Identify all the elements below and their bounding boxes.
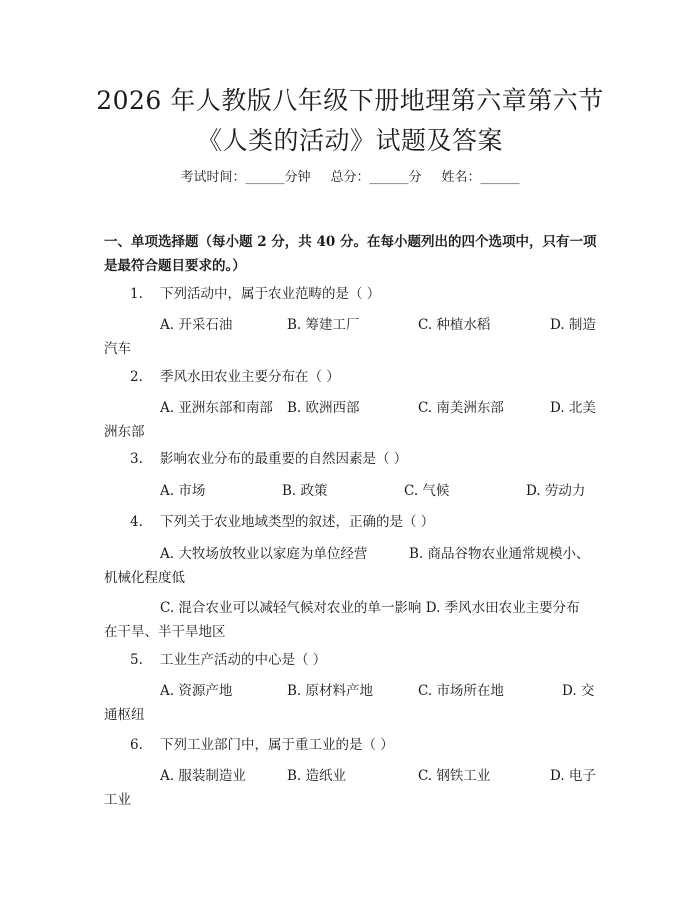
option-wrap: 工业 [104,792,131,808]
section-heading-line1: 一、单项选择题（每小题 2 分，共 40 分。在每小题列出的四个选项中，只有一项 [104,234,597,250]
option-wrap: 洲东部 [104,424,145,440]
option-c: C. 种植水稻 [418,317,491,333]
option-d: D. 电子 [550,768,596,784]
question-1-options [104,313,604,361]
question-4-options-cd [104,596,604,644]
question-3-options [104,479,604,503]
option-c: C. 市场所在地 [418,683,504,699]
option-a: A. 亚洲东部和南部 [160,400,273,416]
option-b: B. 造纸业 [287,768,347,784]
option-b: B. 政策 [282,483,328,499]
option-wrap: 汽车 [104,341,131,357]
option-b-wrap: 机械化程度低 [104,570,185,586]
option-d: D. 制造 [550,317,596,333]
option-d: D. 劳动力 [526,483,586,499]
option-a: A. 市场 [160,483,206,499]
exam-time: 考试时间：______分钟 [180,170,311,185]
question-number: 1. [130,286,143,302]
exam-score: 总分：______分 [330,170,422,185]
option-c: C. 钢铁工业 [418,768,491,784]
exam-meta [0,167,700,189]
section-heading-line2: 是最符合题目要求的。） [104,258,246,274]
question-stem: 影响农业分布的最重要的自然因素是（ ） [160,451,408,467]
document-title-line1: 2026 年人教版八年级下册地理第六章第六节 [96,86,604,115]
option-a: A. 资源产地 [160,683,233,699]
option-d: D. 交 [562,683,595,699]
question-stem: 下列工业部门中，属于重工业的是（ ） [160,737,394,753]
document-title-line2: 《人类的活动》试题及答案 [196,126,503,155]
question-number: 2. [130,369,143,385]
option-b: B. 原材料产地 [287,683,374,699]
option-b: B. 欧洲西部 [287,400,360,416]
question-2-options [104,396,604,444]
question-number: 4. [130,514,143,530]
option-d: D. 北美 [550,400,596,416]
question-number: 6. [130,737,143,753]
option-b: B. 商品谷物农业通常规模小、 [409,546,590,562]
option-d-wrap: 在干旱、半干旱地区 [104,624,226,640]
question-stem: 下列活动中，属于农业范畴的是（ ） [160,286,381,302]
option-a: A. 开采石油 [160,317,233,333]
option-a: A. 大牧场放牧业以家庭为单位经营 [160,546,368,562]
question-stem: 下列关于农业地域类型的叙述，正确的是（ ） [160,514,435,530]
option-cd: C. 混合农业可以减轻气候对农业的单一影响 D. 季风水田农业主要分布 [160,600,580,616]
option-b: B. 筹建工厂 [287,317,360,333]
option-wrap: 通枢纽 [104,707,145,723]
option-c: C. 南美洲东部 [418,400,504,416]
option-c: C. 气候 [404,483,450,499]
option-a: A. 服装制造业 [160,768,246,784]
section-heading [104,230,604,278]
question-stem: 工业生产活动的中心是（ ） [160,652,327,668]
question-4-options-ab [104,542,604,590]
exam-name: 姓名：______ [441,170,520,185]
question-number: 5. [130,652,143,668]
question-5-options [104,679,604,727]
question-number: 3. [130,451,143,467]
question-stem: 季风水田农业主要分布在（ ） [160,369,340,385]
question-6-options [104,764,604,812]
